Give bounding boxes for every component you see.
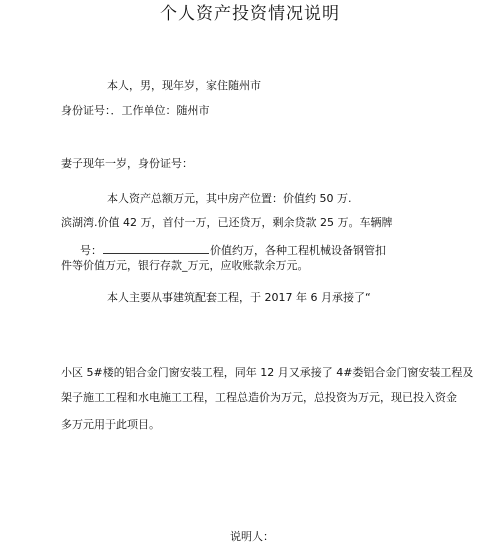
- assets-line-2: 滨湖湾.价值 42 万，首付一万，已还贷万，剩余贷款 25 万。车辆牌: [61, 216, 393, 229]
- assets-line-1: 本人资产总额万元，其中房产位置：价值约 50 万.: [107, 192, 352, 205]
- assets-line-4: 件等价值万元，银行存款_万元，应收账款余万元。: [61, 259, 309, 272]
- signature-label: 说明人：: [230, 530, 274, 543]
- vehicle-number-label: 号：: [80, 244, 102, 257]
- business-line-2: 小区 5#楼的铝合金门窗安装工程，同年 12 月又承接了 4#娄铝合金门窗安装工程及: [61, 366, 474, 379]
- vehicle-value-text: 价值约万，各种工程机械设备钢管扣: [210, 244, 386, 257]
- id-line: 身份证号：．工作单位：随州市: [61, 104, 210, 117]
- document-title: 个人资产投资情况说明: [160, 4, 340, 24]
- business-line-4: 多万元用于此项目。: [61, 418, 160, 431]
- business-line-1: 本人主要从事建筑配套工程，于 2017 年 6 月承接了“: [107, 291, 371, 304]
- business-line-3: 架子施工工程和水电施工工程，工程总造价为万元，总投资为万元，现已投入资金: [61, 391, 457, 404]
- vehicle-number-blank: [103, 243, 209, 254]
- intro-line: 本人，男，现年岁，家住随州市: [107, 79, 261, 92]
- assets-line-3: [80, 243, 386, 258]
- spouse-line: 妻子现年一岁，身份证号：: [61, 157, 193, 170]
